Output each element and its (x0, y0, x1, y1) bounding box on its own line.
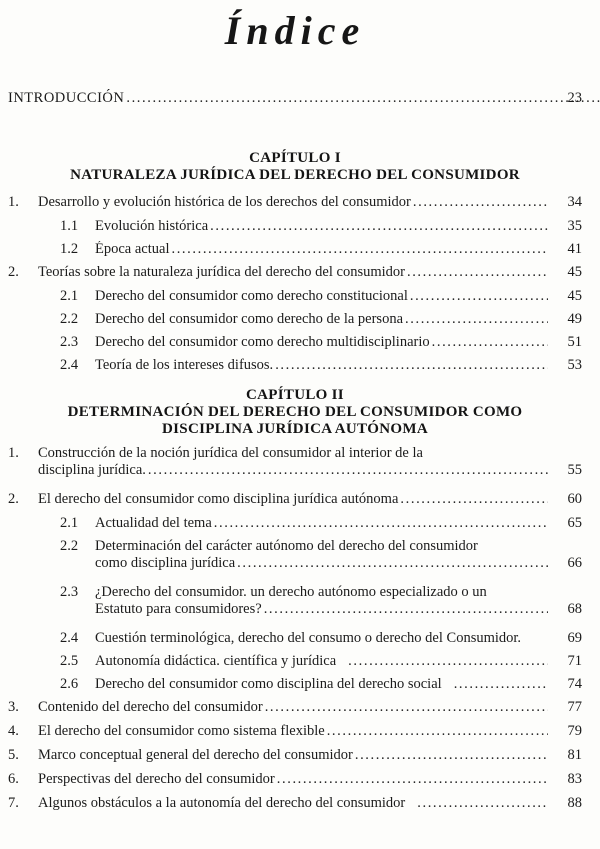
entry-number: 2.2 (60, 311, 79, 327)
entry-body (95, 288, 548, 305)
entry-body (95, 357, 548, 374)
entry-text: El derecho del consumidor como sistema flexible (38, 723, 325, 739)
entry-number: 1.2 (60, 241, 79, 257)
entry-text: Derecho del consumidor como derecho constitucional (95, 288, 408, 304)
page-number: 53 (567, 357, 582, 373)
dot-leader (417, 795, 548, 811)
entry-text: INTRODUCCIÓN (8, 90, 125, 106)
entry-number: 1. (8, 445, 19, 461)
dot-leader (264, 601, 548, 617)
entry-number: 1.1 (60, 218, 79, 234)
dot-leader (348, 653, 548, 669)
toc-entry (8, 699, 582, 716)
page-number: 66 (567, 555, 582, 571)
entry-text-line (38, 795, 548, 812)
entry-number: 2.4 (60, 357, 79, 373)
toc-entry (8, 194, 582, 211)
page-number: 49 (567, 311, 582, 327)
toc-entry (8, 311, 582, 328)
page-number: 51 (567, 334, 582, 350)
entry-text: Derecho del consumidor como derecho multidisciplinario (95, 334, 430, 350)
entry-body (95, 538, 548, 572)
page-number: 60 (567, 491, 582, 507)
chapter-heading-line: DETERMINACIÓN DEL DERECHO DEL CONSUMIDOR COMO (67, 404, 523, 420)
entry-body (8, 90, 548, 107)
entry-text: Derecho del consumidor como disciplina del derecho social (95, 676, 442, 692)
page-number: 69 (567, 630, 582, 646)
entry-text-line (95, 218, 548, 235)
toc-entry (8, 676, 582, 693)
toc-entry (8, 584, 582, 618)
entry-text: Cuestión terminológica, derecho del consumo o derecho del Consumidor. (95, 630, 522, 646)
chapter-heading (8, 150, 582, 184)
entry-text-line (38, 194, 548, 211)
entry-number: 2.5 (60, 653, 79, 669)
entry-text: Derecho del consumidor como derecho de la persona (95, 311, 404, 327)
entry-body (38, 194, 548, 211)
dot-leader (355, 747, 548, 763)
page-number: 45 (567, 288, 582, 304)
dot-leader (237, 555, 548, 571)
toc-entry (8, 515, 582, 532)
page-number: 45 (567, 264, 582, 280)
entry-number: 5. (8, 747, 19, 763)
entry-body (38, 723, 548, 740)
chapter-heading-line: NATURALEZA JURÍDICA DEL DERECHO DEL CONSUMIDOR (70, 167, 520, 183)
page-number: 23 (567, 90, 582, 106)
entry-number: 7. (8, 795, 19, 811)
entry-text-line (38, 771, 548, 788)
dot-leader (432, 334, 548, 350)
entry-text-line (38, 445, 548, 462)
entry-number: 2.3 (60, 334, 79, 350)
dot-leader (277, 771, 548, 787)
entry-number: 2.1 (60, 515, 79, 531)
entry-body (95, 334, 548, 351)
entry-body (95, 241, 548, 258)
entry-text-line (38, 723, 548, 740)
entry-body (38, 491, 548, 508)
entry-number: 2.6 (60, 676, 79, 692)
entry-text: Algunos obstáculos a la autonomía del derecho del consumidor (38, 795, 406, 811)
toc-entry (8, 538, 582, 572)
entry-text: Contenido del derecho del consumidor (38, 699, 263, 715)
entry-text: Construcción de la noción jurídica del consumidor al interior de la (38, 445, 423, 461)
entry-number: 3. (8, 699, 19, 715)
entry-body (38, 771, 548, 788)
entry-body (38, 747, 548, 764)
toc-entry (8, 630, 582, 647)
chapter-section (8, 387, 582, 812)
page-number: 79 (567, 723, 582, 739)
page-number: 65 (567, 515, 582, 531)
entry-body (95, 515, 548, 532)
dot-leader (210, 218, 548, 234)
page-title: Índice (224, 8, 366, 53)
page-number: 83 (567, 771, 582, 787)
entry-text-line (38, 747, 548, 764)
page-number: 77 (567, 699, 582, 715)
entry-text-line (95, 538, 548, 555)
entry-body (95, 311, 548, 328)
toc-sections (8, 150, 582, 812)
toc-entry (8, 357, 582, 374)
entry-text: Determinación del carácter autónomo del derecho del consumidor (95, 538, 478, 554)
entry-text-line (95, 601, 548, 618)
dot-leader (214, 515, 548, 531)
entry-body (38, 699, 548, 716)
entry-text: Estatuto para consumidores? (95, 601, 262, 617)
entry-text: El derecho del consumidor como disciplina jurídica autónoma (38, 491, 399, 507)
dot-leader (410, 288, 548, 304)
entry-text: Autonomía didáctica. científica y jurídica (95, 653, 337, 669)
entry-text-line (95, 676, 548, 693)
entry-number: 2. (8, 264, 19, 280)
entry-text-line (95, 584, 548, 601)
entry-text-line (95, 288, 548, 305)
dot-leader (407, 264, 548, 280)
entry-number: 1. (8, 194, 19, 210)
dot-leader (400, 491, 548, 507)
entry-text-line (95, 311, 548, 328)
entry-text: Teorías sobre la naturaleza jurídica del derecho del consumidor (38, 264, 405, 280)
page-number: 34 (567, 194, 582, 210)
entry-text: Teoría de los intereses difusos. (95, 357, 274, 373)
entry-number: 2.2 (60, 538, 79, 554)
entry-text: Perspectivas del derecho del consumidor (38, 771, 275, 787)
page-number: 41 (567, 241, 582, 257)
chapter-heading-line: CAPÍTULO II (246, 387, 344, 403)
entry-text: Época actual (95, 241, 170, 257)
entry-body (95, 630, 548, 647)
page-number: 71 (567, 653, 582, 669)
entry-text-line (95, 334, 548, 351)
entry-text-line (95, 515, 548, 532)
entry-body (38, 795, 548, 812)
entry-text: Marco conceptual general del derecho del consumidor (38, 747, 353, 763)
entry-number: 2.3 (60, 584, 79, 600)
page-number: 55 (567, 462, 582, 478)
page-number: 68 (567, 601, 582, 617)
entry-text: disciplina jurídica. (38, 462, 146, 478)
entry-text-line (38, 462, 548, 479)
page-number: 88 (567, 795, 582, 811)
toc-entry-introduction (8, 90, 582, 107)
page-number: 35 (567, 218, 582, 234)
dot-leader (148, 462, 548, 478)
entry-number: 2.1 (60, 288, 79, 304)
entry-body (95, 584, 548, 618)
toc-entry (8, 241, 582, 258)
chapter-heading-line: CAPÍTULO I (249, 150, 341, 166)
chapter-heading-line: DISCIPLINA JURÍDICA AUTÓNOMA (162, 421, 428, 437)
toc-entry (8, 771, 582, 788)
dot-leader (454, 676, 548, 692)
entry-body (95, 676, 548, 693)
entry-number: 2. (8, 491, 19, 507)
entry-text-line (95, 555, 548, 572)
entry-body (95, 653, 548, 670)
entry-number: 4. (8, 723, 19, 739)
entry-number: 2.4 (60, 630, 79, 646)
dot-leader (265, 699, 548, 715)
toc-entry (8, 653, 582, 670)
page-number: 74 (567, 676, 582, 692)
entry-body (38, 264, 548, 281)
dot-leader (171, 241, 548, 257)
entry-text: Evolución histórica (95, 218, 209, 234)
dot-leader (327, 723, 548, 739)
toc-entry (8, 491, 582, 508)
toc-entry (8, 288, 582, 305)
entry-text-line (38, 264, 548, 281)
page-number: 81 (567, 747, 582, 763)
toc-entry (8, 334, 582, 351)
entry-text: Desarrollo y evolución histórica de los derechos del consumidor (38, 194, 411, 210)
entry-text: Actualidad del tema (95, 515, 212, 531)
toc-entry (8, 445, 582, 479)
dot-leader (275, 357, 548, 373)
entry-text-line (95, 241, 548, 258)
toc-entry (8, 795, 582, 812)
entry-body (95, 218, 548, 235)
toc-entry (8, 723, 582, 740)
entry-text-line (95, 357, 548, 374)
entry-text: ¿Derecho del consumidor. un derecho autónomo especializado o un (95, 584, 487, 600)
toc-entry (8, 747, 582, 764)
entry-text-line (95, 653, 548, 670)
entry-text: como disciplina jurídica (95, 555, 236, 571)
chapter-heading (8, 387, 582, 438)
dot-leader (405, 311, 548, 327)
toc-entry (8, 264, 582, 281)
toc-entry (8, 218, 582, 235)
entry-text-line (38, 699, 548, 716)
dot-leader (413, 194, 548, 210)
entry-text-line (38, 491, 548, 508)
chapter-section (8, 150, 582, 374)
entry-text-line (95, 630, 548, 647)
dot-leader (126, 90, 600, 106)
entry-number: 6. (8, 771, 19, 787)
entry-body (38, 445, 548, 479)
